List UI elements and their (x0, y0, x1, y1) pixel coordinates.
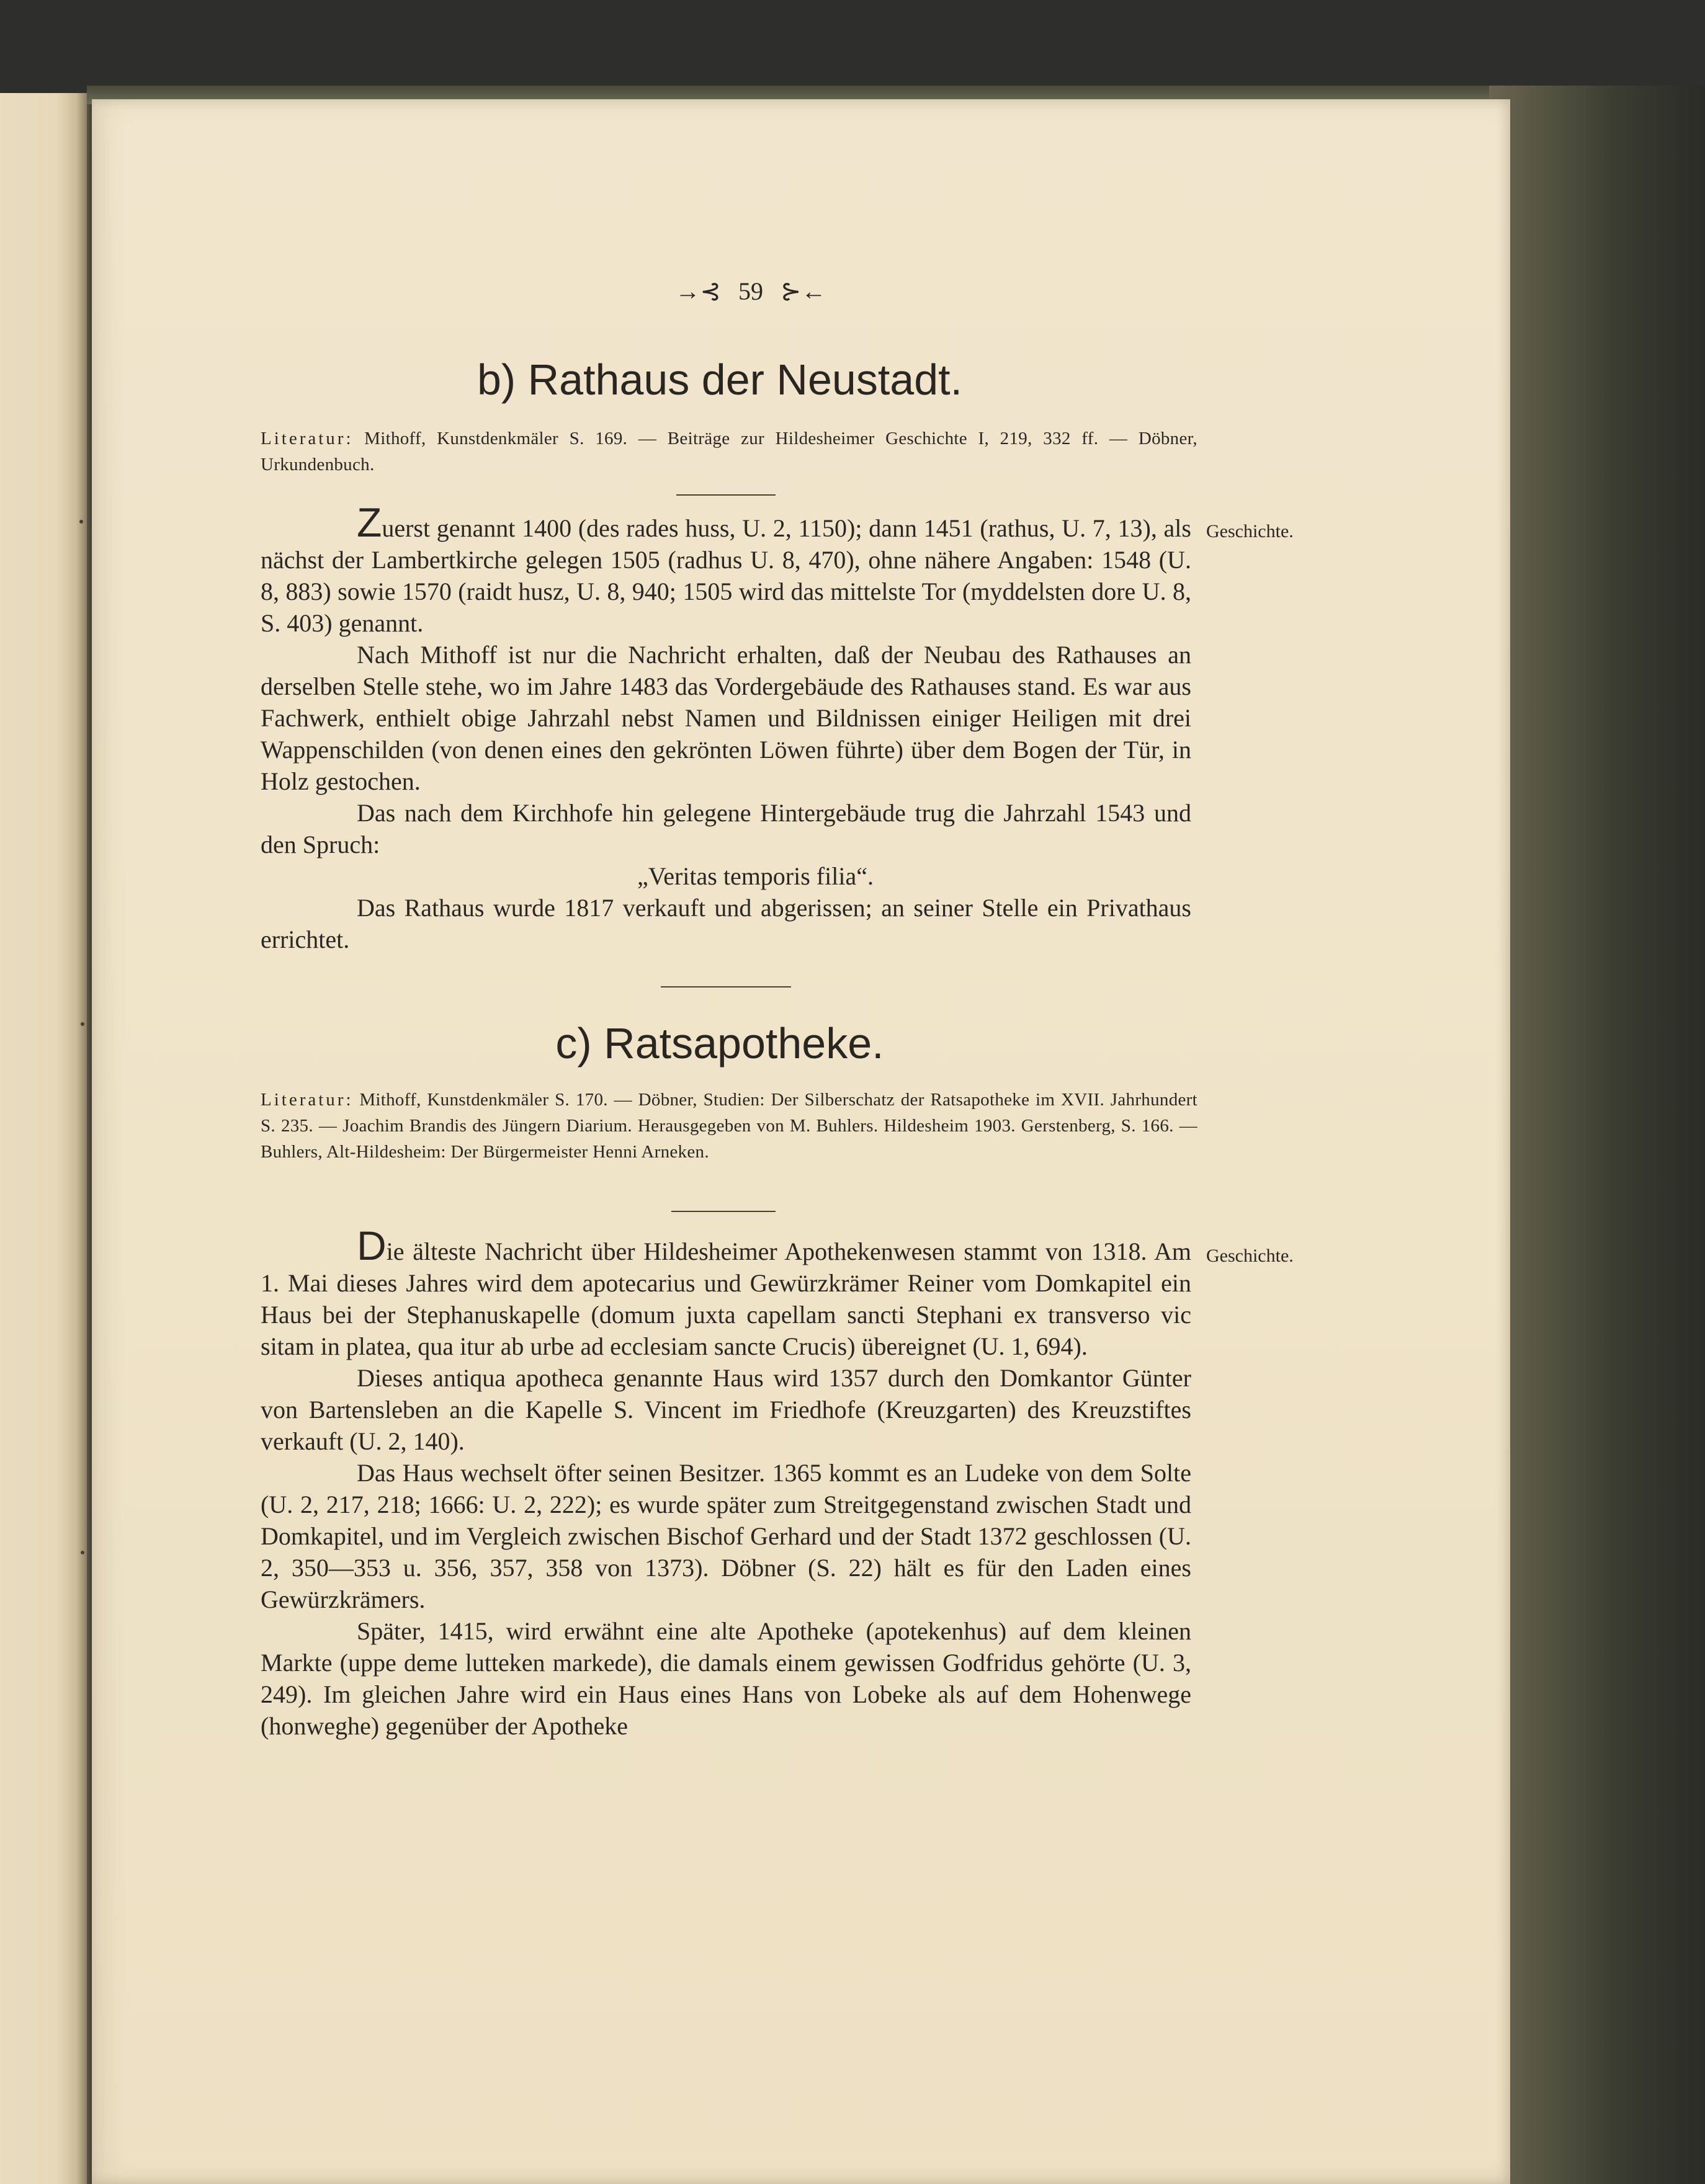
section-b-literature (261, 426, 1197, 478)
literature-text: Mithoff, Kunstdenkmäler S. 170. — Döbner, Studien: Der Silberschatz der Ratsapotheke im XVII. Jahrhundert S. 235. — Joachim Brandis des Jüngern Diarium. Herausgegeben von M. Buhlers. Hildesheim 1903. Gerstenberg, S. 166. — Buhlers, Alt-Hildesheim: Der Bürgermeister Henni Arneken. (261, 1090, 1197, 1162)
margin-mark (81, 1551, 84, 1554)
paragraph (261, 1223, 1191, 1362)
ornament-left: →⊰ (675, 277, 721, 305)
book-fore-edge (1489, 86, 1705, 2184)
section-c-heading: c) Ratsapotheke. (555, 1019, 884, 1067)
drop-initial: D (357, 1223, 387, 1268)
page-number: 59 (738, 277, 763, 305)
paragraph: Das Rathaus wurde 1817 verkauft und abgerissen; an seiner Stelle ein Privathaus errichtet. (261, 894, 1191, 953)
quote: „Veritas temporis filia“. (637, 862, 874, 890)
section-b-rule (676, 494, 776, 496)
paragraph: Dieses antiqua apotheca genannte Haus wird 1357 durch den Domkantor Günter von Bartensleben an die Kapelle S. Vincent im Friedhofe (Kreuzgarten) des Kreuzstiftes verkauft (U. 2, 140). (261, 1364, 1191, 1455)
paragraph: Nach Mithoff ist nur die Nachricht erhalten, daß der Neubau des Rathauses an derselben Stelle stehe, wo im Jahre 1483 das Vordergebäude des Rathauses stand. Es war aus Fachwerk, enthielt obige Jahrzahl nebst Namen und Bildnissen einiger Heiligen mit drei Wappenschilden (von denen eines den gekrönten Löwen führte) über dem Bogen der Tür, in Holz gestochen. (261, 641, 1191, 795)
section-b-heading: b) Rathaus der Neustadt. (477, 355, 963, 404)
section-c-rule (671, 1211, 776, 1212)
drop-initial: Z (357, 499, 382, 545)
paragraph: Das nach dem Kirchhofe hin gelegene Hintergebäude trug die Jahrzahl 1543 und den Spruch: (261, 799, 1191, 858)
margin-mark (81, 1022, 84, 1026)
section-c-margin-note: Geschichte. (1206, 1246, 1294, 1266)
section-b-margin-note: Geschichte. (1206, 521, 1294, 542)
paragraph-text: uerst genannt 1400 (des rades huss, U. 2, 1150); dann 1451 (rathus, U. 7, 13), als nächst der Lambertkirche gelegen 1505 (radhus U. 8, 470), ohne nähere Angaben: 1548 (U. 8, 883) sowie 1570 (raidt husz, U. 8, 940; 1505 wird das mittelste Tor (myddelsten dore U. 8, S. 403) genannt. (261, 514, 1191, 637)
paragraph: Das Haus wechselt öfter seinen Besitzer. 1365 kommt es an Ludeke von dem Solte (U. 2, 217, 218; 1666: U. 2, 222); es wurde später zum Streitgegenstand zwischen Stadt und Domkapitel, und im Vergleich zwischen Bischof Gerhard und der Stadt 1372 geschlossen (U. 2, 350—353 u. 356, 357, 358 von 1373). Döbner (S. 22) hält es für den Laden eines Gewürzkrämers. (261, 1459, 1191, 1613)
paragraph (261, 499, 1191, 639)
section-b-body (261, 499, 1191, 955)
left-facing-page (0, 93, 87, 2184)
section-c-body (261, 1223, 1191, 1742)
paragraph-text: ie älteste Nachricht über Hildesheimer Apothekenwesen stammt von 1318. Am 1. Mai dieses Jahres wird dem apotecarius und Gewürzkrämer Reiner vom Domkapitel ein Haus bei der Stephanuskapelle (domum juxta capellam sancti Stephani ex transverso vic sitam in platea, qua itur ab urbe ad ecclesiam sancte Crucis) übereignet (U. 1, 694). (261, 1237, 1191, 1360)
literature-label: Literatur: (261, 1090, 354, 1110)
ornament-right: ⊱← (781, 277, 826, 305)
section-separator (661, 986, 791, 987)
page-number-line (658, 277, 844, 306)
literature-text: Mithoff, Kunstdenkmäler S. 169. — Beiträge zur Hildesheimer Geschichte I, 219, 332 ff. — Döbner, Urkundenbuch. (261, 429, 1197, 475)
paragraph: Später, 1415, wird erwähnt eine alte Apotheke (apotekenhus) auf dem kleinen Markte (uppe deme lutteken markede), die damals einem gewissen Godfridus gehörte (U. 3, 249). Im gleichen Jahre wird ein Haus eines Hans von Lobeke als auf dem Hohenwege (honweghe) gegenüber der Apotheke (261, 1617, 1191, 1740)
section-c-literature (261, 1087, 1197, 1165)
literature-label: Literatur: (261, 429, 354, 448)
margin-mark (79, 520, 83, 524)
